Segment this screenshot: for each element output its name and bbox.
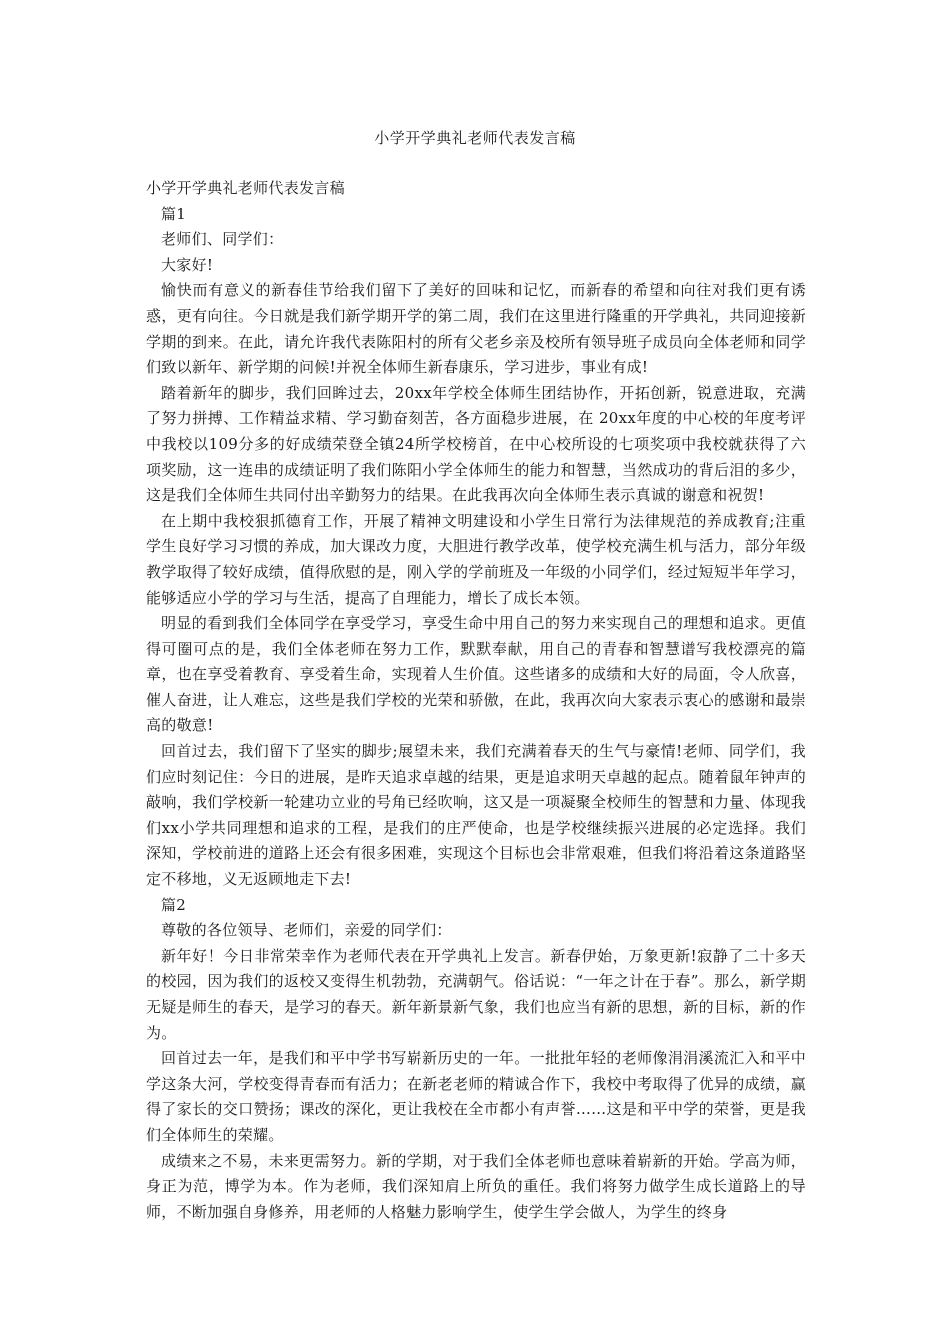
section-heading-2: 篇2 [161, 895, 187, 914]
body-paragraph: 愉快而有意义的新春佳节给我们留下了美好的回味和记忆，而新春的希望和向往对我们更有诱惑，更有向往。今日就是我们新学期开学的第二周，我们在这里进行隆重的开学典礼，共同迎接新学期的到来。在此，请允许我代表陈阳村的所有父老乡亲及校所有领导班子成员向全体老师和同学们致以新年、新学期的问候!并祝全体师生新春康乐，学习进步，事业有成! [146, 281, 806, 377]
body-paragraph: 新年好！今日非常荣幸作为老师代表在开学典礼上发言。新春伊始，万象更新!寂静了二十多天的校园，因为我们的返校又变得生机勃勃，充满朝气。俗话说：“一年之计在于春”。那么，新学期无疑是师生的春天，是学习的春天。新年新景新气象，我们也应当有新的思想，新的目标，新的作为。 [146, 946, 806, 1042]
salutation: 尊敬的各位领导、老师们，亲爱的同学们： [161, 921, 452, 940]
body-paragraph: 踏着新年的脚步，我们回眸过去，20xx年学校全体师生团结协作，开拓创新，锐意进取，充满了努力拼搏、工作精益求精、学习勤奋刻苦，各方面稳步进展，在 20xx年度的中心校的年度考评中我校以109分多的好成绩荣登全镇24所学校榜首，在中心校所设的七项奖项中我校就获得了六项奖励，这一连串的成绩证明了我们陈阳小学全体师生的能力和智慧，当然成功的背后泪的多少，这是我们全体师生共同付出辛勤努力的结果。在此我再次向全体师生表示真诚的谢意和祝贺! [146, 383, 806, 505]
section-heading-1: 篇1 [161, 204, 187, 223]
salutation: 老师们、同学们： [161, 230, 284, 249]
body-paragraph: 在上期中我校狠抓德育工作，开展了精神文明建设和小学生日常行为法律规范的养成教育;注重学生良好学习习惯的养成，加大课改力度，大胆进行教学改革，使学校充满生机与活力，部分年级教学取得了较好成绩，值得欣慰的是，刚入学的学前班及一年级的小同学们，经过短短半年学习，能够适应小学的学习与生活，提高了自理能力，增长了成长本领。 [146, 511, 806, 607]
body-paragraph: 回首过去一年，是我们和平中学书写崭新历史的一年。一批批年轻的老师像涓涓溪流汇入和平中学这条大河，学校变得青春而有活力；在新老老师的精诚合作下，我校中考取得了优异的成绩，赢得了家长的交口赞扬；课改的深化，更让我校在全市都小有声誉……这是和平中学的荣誉，更是我们全体师生的荣耀。 [146, 1049, 806, 1144]
body-paragraph: 明显的看到我们全体同学在享受学习，享受生命中用自己的努力来实现自己的理想和追求。更值得可圈可点的是，我们全体老师在努力工作，默默奉献，用自己的青春和智慧谱写我校漂亮的篇章，也在享受着教育、享受着生命，实现着人生价值。这些诸多的成绩和大好的局面，令人欣喜，催人奋进，让人难忘，这些是我们学校的光荣和骄傲，在此，我再次向大家表示衷心的感谢和最崇高的敬意! [146, 614, 806, 735]
body-paragraph: 回首过去，我们留下了坚实的脚步;展望未来，我们充满着春天的生气与豪情!老师、同学们，我们应时刻记住：今日的进展，是昨天追求卓越的结果，更是追求明天卓越的起点。随着鼠年钟声的敲响，我们学校新一轮建功立业的号角已经吹响，这又是一项凝聚全校师生的智慧和力量、体现我们xx小学共同理想和追求的工程，是我们的庄严使命，也是学校继续振兴进展的必定选择。我们深知，学校前进的道路上还会有很多困难，实现这个目标也会非常艰难，但我们将沿着这条道路坚定不移地，义无返顾地走下去! [146, 742, 806, 889]
document-subtitle: 小学开学典礼老师代表发言稿 [146, 179, 345, 197]
body-paragraph: 成绩来之不易，未来更需努力。新的学期，对于我们全体老师也意味着崭新的开始。学高为师，身正为范，博学为本。作为老师，我们深知肩上所负的重任。我们将努力做学生成长道路上的导师，不断加强自身修养，用老师的人格魅力影响学生，使学生学会做人，为学生的终身 [146, 1151, 806, 1221]
greeting: 大家好! [161, 255, 214, 274]
document-title: 小学开学典礼老师代表发言稿 [374, 129, 576, 147]
document-body [146, 176, 806, 1225]
